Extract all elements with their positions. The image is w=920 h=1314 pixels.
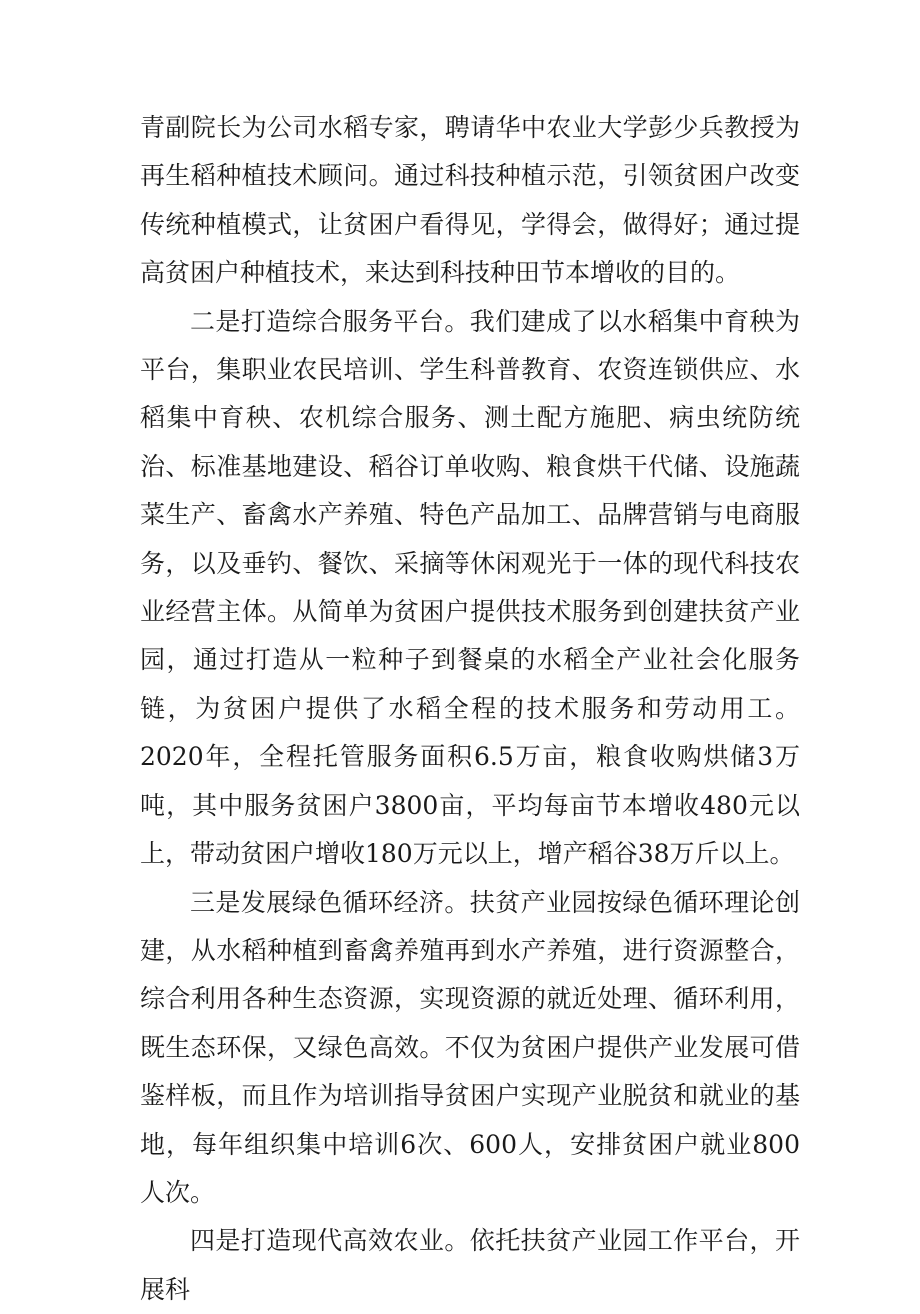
document-body xyxy=(140,104,800,1314)
paragraph-continued: 青副院长为公司水稻专家，聘请华中农业大学彭少兵教授为再生稻种植技术顾问。通过科技种植示范，引领贫困户改变传统种植模式，让贫困户看得见，学得会，做得好；通过提高贫困户种植技术，来达到科技种田节本增收的目的。 xyxy=(140,113,800,288)
paragraph-service-platform: 二是打造综合服务平台。我们建成了以水稻集中育秧为平台，集职业农民培训、学生科普教育、农资连锁供应、水稻集中育秧、农机综合服务、测土配方施肥、病虫统防统治、标准基地建设、稻谷订单收购、粮食烘干代储、设施蔬菜生产、畜禽水产养殖、特色产品加工、品牌营销与电商服务，以及垂钓、餐饮、采摘等休闲观光于一体的现代科技农业经营主体。从简单为贫困户提供技术服务到创建扶贫产业园，通过打造从一粒种子到餐桌的水稻全产业社会化服务链，为贫困户提供了水稻全程的技术服务和劳动用工。2020年，全程托管服务面积6.5万亩，粮食收购烘储3万吨，其中服务贫困户3800亩，平均每亩节本增收480元以上，带动贫困户增收180万元以上，增产稻谷38万斤以上。 xyxy=(140,306,800,869)
paragraph-green-circular-economy: 三是发展绿色循环经济。扶贫产业园按绿色循环理论创建，从水稻种植到畜禽养殖再到水产养殖，进行资源整合，综合利用各种生态资源，实现资源的就近处理、循环利用，既生态环保，又绿色高效。不仅为贫困户提供产业发展可借鉴样板，而且作为培训指导贫困户实现产业脱贫和就业的基地，每年组织集中培训6次、600人，安排贫困户就业800人次。 xyxy=(140,887,800,1207)
paragraph-modern-agriculture: 四是打造现代高效农业。依托扶贫产业园工作平台，开展科 xyxy=(140,1226,800,1304)
